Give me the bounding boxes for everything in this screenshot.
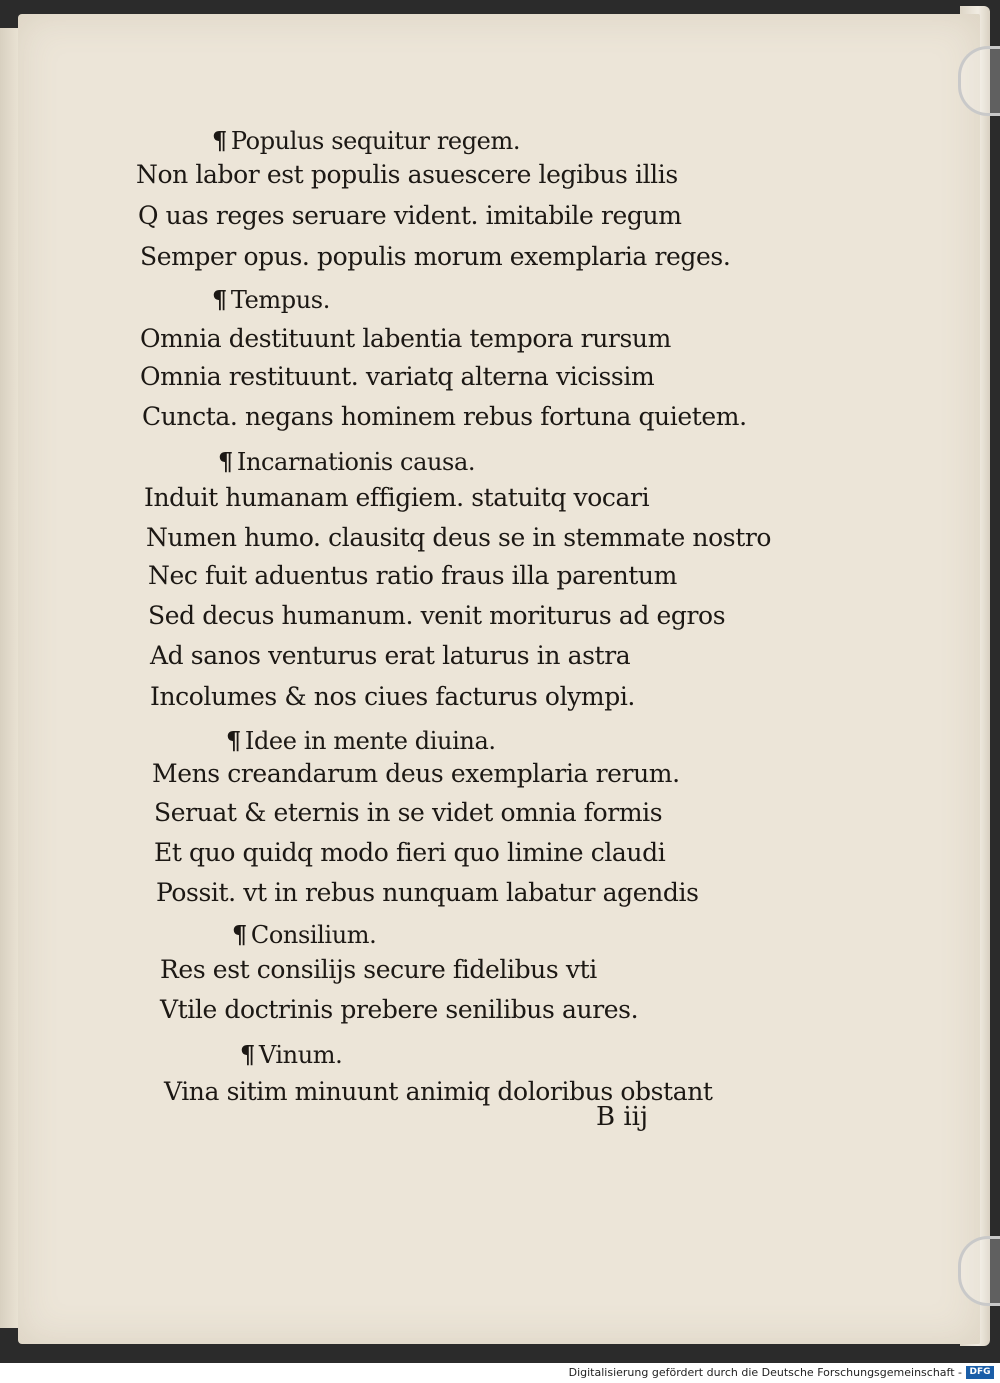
verse-line: Nec fuit aduentus ratio fraus illa parentum	[148, 561, 677, 590]
heading-text: Vinum.	[258, 1041, 343, 1069]
verse-line: Omnia destituunt labentia tempora rursum	[140, 324, 671, 353]
verse-line: Cuncta. negans hominem rebus fortuna quietem.	[142, 402, 747, 431]
verse-line: Et quo quidq modo fieri quo limine claudi	[154, 838, 666, 867]
verse-line: Sed decus humanum. venit moriturus ad egros	[148, 601, 726, 630]
dfg-logo: DFG	[966, 1366, 994, 1379]
section-heading	[212, 285, 330, 314]
footer-credit: Digitalisierung gefördert durch die Deutsche Forschungsgemeinschaft -	[568, 1366, 962, 1379]
section-heading	[240, 1040, 342, 1069]
verse-line: Numen humo. clausitq deus se in stemmate nostro	[146, 523, 772, 552]
footer-bar	[0, 1363, 1000, 1383]
pilcrow-icon: ¶	[212, 285, 227, 314]
pilcrow-icon: ¶	[212, 126, 227, 155]
section-heading	[218, 447, 475, 476]
signature-mark: B iij	[596, 1102, 649, 1132]
pilcrow-icon: ¶	[240, 1040, 255, 1069]
heading-text: Idee in mente diuina.	[244, 727, 496, 755]
verse-line: Q uas reges seruare vident. imitabile regum	[138, 201, 682, 230]
heading-text: Tempus.	[230, 286, 330, 314]
verse-line: Mens creandarum deus exemplaria rerum.	[152, 759, 680, 788]
section-heading	[232, 920, 376, 949]
pilcrow-icon: ¶	[232, 920, 247, 949]
pilcrow-icon: ¶	[226, 726, 241, 755]
section-heading	[212, 126, 520, 155]
pilcrow-icon: ¶	[218, 447, 233, 476]
verse-line: Semper opus. populis morum exemplaria reges.	[140, 242, 731, 271]
verse-line: Omnia restituunt. variatq alterna vicissim	[140, 362, 655, 391]
heading-text: Incarnationis causa.	[236, 448, 476, 476]
verse-line: Seruat & eternis in se videt omnia formis	[154, 798, 663, 827]
verse-line: Res est consilijs secure fidelibus vti	[160, 955, 597, 984]
verse-line: Non labor est populis asuescere legibus illis	[136, 160, 678, 189]
heading-text: Consilium.	[250, 921, 377, 949]
verse-line: Incolumes & nos ciues facturus olympi.	[150, 682, 635, 711]
verse-line: Possit. vt in rebus nunquam labatur agendis	[156, 878, 699, 907]
verse-line: Induit humanam effigiem. statuitq vocari	[144, 483, 650, 512]
section-heading	[226, 726, 496, 755]
heading-text: Populus sequitur regem.	[230, 127, 521, 155]
verse-line: Vtile doctrinis prebere senilibus aures.	[160, 995, 639, 1024]
verse-line: Ad sanos venturus erat laturus in astra	[150, 641, 631, 670]
verse-line: Vina sitim minuunt animiq doloribus obstant	[164, 1077, 713, 1106]
